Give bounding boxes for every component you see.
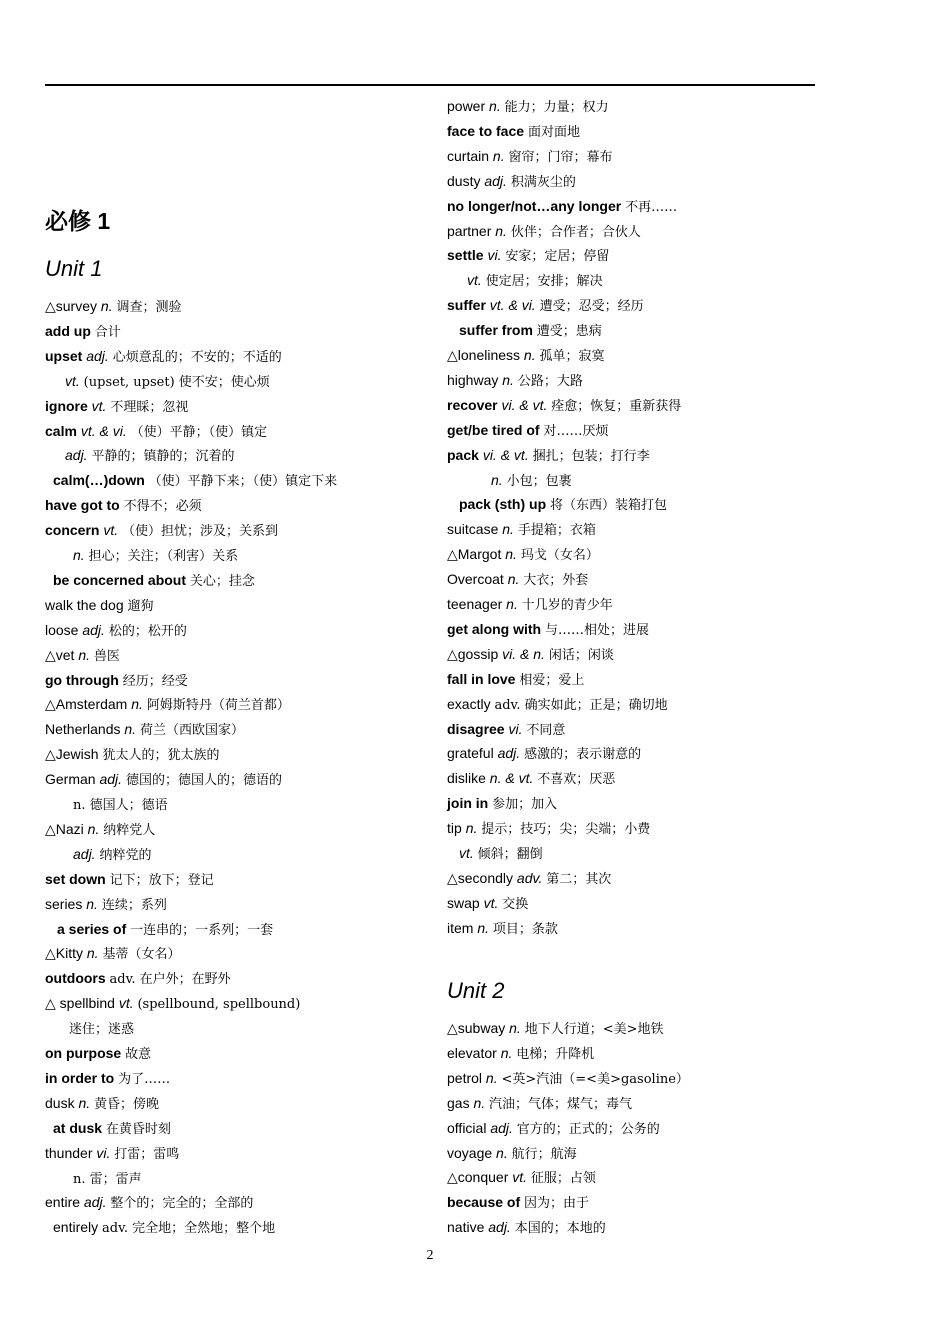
definition: 捆扎；包装；打行李 bbox=[532, 448, 650, 464]
part-of-speech: adj. bbox=[488, 1219, 511, 1236]
vocab-entry bbox=[73, 794, 168, 814]
vocab-word: △vet bbox=[45, 646, 75, 663]
vocab-entry bbox=[447, 1043, 594, 1063]
vocab-entry bbox=[45, 346, 282, 366]
vocab-word: calm bbox=[45, 422, 77, 439]
vocab-word: Overcoat bbox=[447, 571, 504, 588]
definition: 黄昏；傍晚 bbox=[94, 1096, 160, 1112]
definition: 闲话；闲谈 bbox=[548, 647, 614, 663]
definition: 项目；条款 bbox=[492, 921, 558, 937]
part-of-speech: vt. bbox=[512, 1169, 528, 1186]
part-of-speech: n. bbox=[465, 820, 478, 837]
vocab-entry bbox=[447, 918, 558, 938]
vocab-entry bbox=[447, 295, 644, 315]
vocab-entry bbox=[45, 769, 282, 789]
vocab-entry bbox=[459, 494, 667, 514]
definition: 荷兰（西欧国家） bbox=[139, 723, 244, 739]
vocab-entry bbox=[447, 1118, 660, 1138]
part-of-speech: n. bbox=[78, 1094, 91, 1111]
vocab-word: pack bbox=[447, 446, 479, 463]
vocab-entry bbox=[447, 1192, 589, 1212]
definition: （使）担忧；涉及；关系到 bbox=[122, 524, 279, 540]
vocab-entry bbox=[45, 670, 188, 690]
part-of-speech: vi. & vt. bbox=[501, 396, 548, 413]
vocab-word: curtain bbox=[447, 147, 490, 164]
vocab-word: △Margot bbox=[447, 546, 502, 563]
part-of-speech: n. bbox=[100, 298, 113, 314]
vocab-entry bbox=[73, 545, 238, 565]
vocab-entry bbox=[447, 818, 650, 838]
vocab-word: voyage bbox=[447, 1144, 493, 1161]
definition: adv. 在户外；在野外 bbox=[109, 972, 231, 988]
definition: 公路；大路 bbox=[517, 373, 583, 389]
definition: 连续；系列 bbox=[101, 897, 167, 913]
vocab-entry bbox=[447, 719, 565, 739]
vocab-entry bbox=[447, 1068, 689, 1088]
part-of-speech: adj. bbox=[73, 845, 96, 862]
definition: 能力；力量；权力 bbox=[504, 100, 609, 115]
definition: 航行；航海 bbox=[511, 1146, 577, 1162]
part-of-speech: adj. bbox=[490, 1119, 513, 1136]
vocab-entry bbox=[447, 893, 528, 913]
vocab-entry bbox=[65, 371, 270, 391]
part-of-speech: n. bbox=[523, 347, 536, 363]
definition: 故意 bbox=[125, 1047, 152, 1062]
part-of-speech: n. bbox=[86, 945, 99, 962]
vocab-entry bbox=[447, 96, 609, 116]
definition: （使）平静下来；（使）镇定下来 bbox=[148, 474, 338, 490]
vocab-word: settle bbox=[447, 247, 484, 264]
part-of-speech: n. bbox=[131, 696, 143, 713]
book-title: 必修 1 bbox=[45, 208, 111, 234]
vocab-word: get/be tired of bbox=[447, 421, 540, 438]
definition: 调查；测验 bbox=[116, 300, 182, 315]
definition: 经历；经受 bbox=[122, 673, 188, 689]
vocab-word: △ spellbind bbox=[45, 995, 115, 1012]
vocab-entry bbox=[57, 919, 273, 939]
part-of-speech: n. bbox=[491, 471, 503, 488]
vocab-entry bbox=[447, 121, 580, 141]
vocab-word: △Kitty bbox=[45, 945, 83, 962]
part-of-speech: adj. bbox=[82, 621, 105, 638]
vocab-word: join in bbox=[447, 795, 489, 812]
unit-heading: Unit 2 bbox=[447, 978, 505, 1003]
vocab-entry bbox=[447, 619, 649, 639]
definition: 汽油；气体；煤气；毒气 bbox=[489, 1096, 633, 1112]
vocab-entry bbox=[447, 221, 641, 241]
vocab-entry bbox=[447, 594, 613, 614]
vocab-word: grateful bbox=[447, 745, 494, 762]
definition: 松的；松开的 bbox=[108, 623, 187, 639]
vocab-word: thunder bbox=[45, 1144, 93, 1161]
vocab-word: partner bbox=[447, 222, 492, 239]
definition: 窗帘；门帘；幕布 bbox=[508, 149, 613, 165]
definition: 遭受；患病 bbox=[536, 324, 602, 340]
vocab-word: entire bbox=[45, 1194, 81, 1211]
vocab-entry bbox=[447, 519, 596, 539]
definition: 德国的；德国人的；德语的 bbox=[125, 773, 282, 789]
definition: 遭受；忍受；经历 bbox=[539, 299, 644, 315]
vocab-entry bbox=[447, 1217, 606, 1237]
part-of-speech: n. bbox=[500, 1044, 513, 1061]
definition: 十几岁的青少年 bbox=[521, 598, 613, 613]
part-of-speech: vi. bbox=[508, 720, 523, 737]
part-of-speech: vt. & vi. bbox=[80, 422, 127, 439]
vocab-entry bbox=[45, 943, 180, 963]
vocab-word: petrol bbox=[447, 1069, 483, 1086]
vocab-word: upset bbox=[45, 347, 83, 364]
definition: 孤单；寂寞 bbox=[539, 349, 605, 364]
vocab-word: a series of bbox=[57, 920, 127, 937]
vocab-entry bbox=[45, 1093, 159, 1113]
vocab-entry bbox=[447, 1143, 577, 1163]
vocab-word: △loneliness bbox=[447, 347, 521, 363]
definition: 遛狗 bbox=[127, 598, 154, 614]
definition: （使）平静；（使）镇定 bbox=[130, 424, 268, 440]
vocab-entry bbox=[447, 868, 611, 888]
part-of-speech: vt. & vi. bbox=[489, 297, 536, 314]
definition: 电梯；升降机 bbox=[516, 1046, 595, 1062]
vocab-entry bbox=[447, 370, 583, 390]
vocab-word: △Nazi bbox=[45, 820, 84, 837]
part-of-speech: adj. bbox=[99, 771, 123, 788]
definition: 不理睬；忽视 bbox=[110, 399, 189, 415]
vocab-entry bbox=[45, 620, 187, 640]
definition: 心烦意乱的；不安的；不适的 bbox=[112, 349, 282, 365]
vocab-entry bbox=[45, 296, 182, 316]
vocab-entry bbox=[447, 345, 605, 365]
vocab-word: △conquer bbox=[447, 1169, 509, 1186]
vocab-entry bbox=[45, 1192, 253, 1212]
vocab-entry bbox=[447, 146, 613, 166]
vocab-entry bbox=[447, 569, 588, 589]
vocab-entry bbox=[447, 743, 641, 763]
definition: 整个的；完全的；全部的 bbox=[110, 1196, 254, 1212]
definition: 使定居；安排；解决 bbox=[485, 274, 603, 290]
definition: 将（东西）装箱打包 bbox=[550, 498, 668, 514]
definition: 为了…… bbox=[118, 1071, 171, 1087]
vocab-word: teenager bbox=[447, 596, 503, 612]
vocab-word: △Jewish bbox=[45, 746, 99, 763]
part-of-speech: vt. bbox=[91, 397, 107, 414]
vocab-word: because of bbox=[447, 1194, 521, 1211]
vocab-word: calm(…)down bbox=[53, 472, 145, 489]
page-number: 2 bbox=[426, 1248, 434, 1263]
definition: 官方的；正式的；公务的 bbox=[516, 1121, 660, 1137]
vocab-word: fall in love bbox=[447, 670, 516, 687]
vocab-word: walk the dog bbox=[45, 596, 124, 613]
definition: <英>汽油（=<美>gasoline） bbox=[501, 1071, 689, 1087]
vocab-word: dislike bbox=[447, 770, 486, 787]
header-rule bbox=[45, 84, 815, 86]
unit-heading: Unit 1 bbox=[45, 256, 103, 281]
vocab-word: add up bbox=[45, 322, 91, 339]
vocab-entry bbox=[45, 520, 278, 540]
definition: (spellbound, spellbound) bbox=[137, 997, 301, 1013]
vocab-word: △gossip bbox=[447, 645, 499, 662]
definition: 痊愈；恢复；重新获得 bbox=[551, 398, 682, 414]
vocab-word: get along with bbox=[447, 620, 542, 637]
definition: 兽医 bbox=[93, 648, 120, 664]
vocab-word: recover bbox=[447, 396, 498, 413]
vocab-entry bbox=[447, 245, 609, 265]
vocab-entry bbox=[45, 421, 267, 441]
part-of-speech: adj. bbox=[65, 447, 88, 464]
definition: 大衣；外套 bbox=[523, 573, 589, 589]
vocab-word: item bbox=[447, 919, 474, 936]
vocab-word: △subway bbox=[447, 1020, 506, 1036]
vocab-word: △secondly bbox=[447, 869, 514, 886]
definition: 基蒂（女名） bbox=[102, 947, 181, 963]
vocab-entry bbox=[447, 420, 608, 440]
definition: 感激的；表示谢意的 bbox=[524, 747, 642, 763]
vocab-entry bbox=[447, 544, 599, 564]
vocab-entry bbox=[447, 694, 668, 714]
definition: 提示；技巧；尖；尖端；小费 bbox=[481, 822, 651, 838]
definition: 对……厌烦 bbox=[543, 423, 609, 439]
definition: adv. 确实如此；正是；确切地 bbox=[494, 697, 668, 713]
part-of-speech: vt. bbox=[118, 995, 134, 1012]
part-of-speech: adj. bbox=[497, 745, 521, 762]
vocab-entry bbox=[45, 321, 121, 341]
definition: 纳粹党人 bbox=[103, 822, 156, 838]
definition: n. 德国人；德语 bbox=[73, 798, 168, 813]
definition: 与……相处；进展 bbox=[545, 622, 650, 638]
definition: 第二；其次 bbox=[546, 871, 612, 887]
vocab-word: △survey bbox=[45, 298, 98, 314]
vocab-word: native bbox=[447, 1219, 485, 1236]
vocab-word: be concerned about bbox=[53, 571, 187, 588]
definition: (upset, upset) 使不安；使心烦 bbox=[83, 374, 270, 390]
part-of-speech: vt. bbox=[483, 894, 499, 911]
part-of-speech: n. bbox=[473, 1094, 486, 1111]
vocab-word: set down bbox=[45, 870, 106, 887]
part-of-speech: n. bbox=[78, 646, 91, 663]
part-of-speech: vt. bbox=[103, 522, 119, 539]
vocab-entry bbox=[447, 793, 557, 813]
part-of-speech: n. bbox=[489, 98, 501, 114]
definition: 合计 bbox=[94, 324, 121, 340]
vocab-word: go through bbox=[45, 671, 119, 688]
part-of-speech: n. bbox=[485, 1069, 498, 1086]
vocab-word: German bbox=[45, 771, 96, 788]
definition: 交换 bbox=[502, 896, 529, 912]
vocab-entry bbox=[467, 270, 603, 290]
vocab-word: dusty bbox=[447, 172, 481, 189]
vocab-entry bbox=[45, 1068, 170, 1088]
definition: 参加；加入 bbox=[492, 797, 558, 813]
vocab-word: face to face bbox=[447, 122, 525, 139]
vocab-word: ignore bbox=[45, 397, 88, 414]
vocab-word: power bbox=[447, 98, 486, 114]
vocab-word: exactly bbox=[447, 695, 491, 712]
definition: 地下人行道；<美>地铁 bbox=[524, 1022, 664, 1037]
part-of-speech: vt. bbox=[65, 372, 80, 389]
part-of-speech: n. bbox=[86, 895, 98, 912]
vocab-entry bbox=[45, 894, 167, 914]
definition: 面对面地 bbox=[527, 124, 580, 140]
vocab-entry bbox=[45, 396, 188, 416]
definition: 纳粹党的 bbox=[99, 847, 152, 863]
vocab-word: elevator bbox=[447, 1044, 497, 1061]
part-of-speech: n. bbox=[87, 820, 100, 837]
definition: 迷住；迷惑 bbox=[69, 1022, 135, 1038]
vocab-entry bbox=[45, 495, 202, 515]
part-of-speech: n. bbox=[509, 1020, 521, 1036]
part-of-speech: n. bbox=[502, 371, 514, 388]
part-of-speech: n. bbox=[495, 222, 507, 239]
vocab-word: suffer from bbox=[459, 322, 533, 339]
definition: 相爱；爱上 bbox=[519, 672, 585, 688]
vocab-word: on purpose bbox=[45, 1045, 122, 1061]
vocab-entry bbox=[447, 171, 576, 191]
vocab-entry bbox=[459, 843, 543, 863]
vocab-entry bbox=[53, 1118, 171, 1138]
vocab-word: series bbox=[45, 895, 83, 912]
part-of-speech: n. bbox=[73, 547, 85, 563]
vocab-entry bbox=[45, 869, 214, 889]
vocab-entry bbox=[45, 819, 155, 839]
part-of-speech: n. bbox=[496, 1144, 508, 1161]
definition: 安家；定居；停留 bbox=[505, 249, 610, 265]
vocab-entry bbox=[459, 320, 602, 340]
part-of-speech: adj. bbox=[86, 347, 109, 364]
definition: 关心；挂念 bbox=[189, 573, 255, 589]
vocab-word: △Amsterdam bbox=[45, 696, 128, 713]
vocab-entry bbox=[53, 470, 337, 490]
definition: 不喜欢；厌恶 bbox=[537, 772, 616, 788]
vocab-entry bbox=[447, 445, 650, 465]
vocab-entry bbox=[447, 395, 681, 415]
definition: n. 雷；雷声 bbox=[73, 1171, 142, 1187]
definition: 平静的；镇静的；沉着的 bbox=[91, 449, 235, 465]
vocab-word: suitcase bbox=[447, 521, 499, 538]
vocab-word: highway bbox=[447, 371, 499, 388]
vocab-word: loose bbox=[45, 621, 79, 638]
vocab-word: entirely bbox=[53, 1219, 99, 1236]
part-of-speech: vt. bbox=[467, 272, 482, 289]
part-of-speech: adj. bbox=[83, 1194, 107, 1211]
vocab-entry bbox=[53, 570, 255, 590]
vocab-entry bbox=[45, 719, 244, 739]
vocab-entry bbox=[45, 968, 231, 988]
part-of-speech: n. bbox=[502, 521, 514, 538]
vocab-word: at dusk bbox=[53, 1119, 103, 1136]
part-of-speech: n. bbox=[477, 919, 490, 936]
vocab-word: disagree bbox=[447, 720, 505, 737]
vocab-word: pack (sth) up bbox=[459, 496, 547, 513]
vocab-word: Netherlands bbox=[45, 721, 121, 738]
vocab-entry bbox=[447, 1093, 632, 1113]
vocab-entry bbox=[53, 1217, 275, 1237]
vocab-entry bbox=[491, 470, 572, 490]
vocab-word: dusk bbox=[45, 1094, 75, 1111]
vocab-word: in order to bbox=[45, 1069, 115, 1086]
vocab-entry bbox=[45, 744, 219, 764]
definition: 伙伴；合作者；合伙人 bbox=[510, 224, 641, 240]
definition: 打雷；雷鸣 bbox=[114, 1146, 180, 1162]
part-of-speech: adv. bbox=[516, 869, 543, 886]
definition: 积满灰尘的 bbox=[510, 174, 576, 190]
vocab-entry bbox=[45, 694, 290, 714]
definition: adv. 完全地；全然地；整个地 bbox=[102, 1221, 276, 1237]
part-of-speech: adj. bbox=[484, 172, 507, 189]
part-of-speech: n. bbox=[505, 546, 517, 563]
part-of-speech: n. bbox=[506, 596, 518, 612]
vocab-entry bbox=[447, 1018, 664, 1038]
definition: 犹太人的；犹太族的 bbox=[102, 748, 220, 764]
definition: 在黄昏时刻 bbox=[105, 1121, 171, 1137]
vocab-word: official bbox=[447, 1119, 487, 1136]
part-of-speech: vi. & vt. bbox=[482, 446, 529, 463]
definition: 因为；由于 bbox=[524, 1196, 590, 1212]
vocab-word: tip bbox=[447, 820, 462, 837]
definition: 征服；占领 bbox=[530, 1171, 596, 1187]
part-of-speech: n. & vt. bbox=[489, 770, 534, 787]
part-of-speech: vi. bbox=[96, 1144, 111, 1161]
part-of-speech: n. bbox=[492, 147, 505, 164]
vocab-entry bbox=[447, 669, 584, 689]
vocab-word: swap bbox=[447, 894, 480, 911]
vocab-word: outdoors bbox=[45, 970, 106, 987]
vocab-entry bbox=[45, 595, 154, 615]
vocab-entry bbox=[447, 1167, 596, 1187]
definition: 一连串的；一系列；一套 bbox=[130, 922, 274, 938]
definition: 小包；包裹 bbox=[506, 473, 572, 489]
vocab-entry bbox=[73, 1168, 142, 1188]
vocab-entry bbox=[447, 644, 614, 664]
definition: 不得不；必须 bbox=[123, 499, 202, 515]
vocab-entry bbox=[447, 196, 677, 216]
part-of-speech: n. bbox=[507, 571, 520, 588]
vocab-entry bbox=[45, 645, 120, 665]
vocab-entry bbox=[65, 445, 234, 465]
vocab-word: concern bbox=[45, 522, 100, 539]
definition: 阿姆斯特丹（荷兰首都） bbox=[146, 698, 290, 714]
vocab-word: no longer/not…any longer bbox=[447, 197, 622, 214]
definition: 不同意 bbox=[526, 722, 566, 738]
part-of-speech: n. bbox=[124, 721, 137, 738]
definition: 不再…… bbox=[625, 199, 678, 215]
part-of-speech: vi. bbox=[487, 247, 502, 264]
vocab-entry bbox=[69, 1018, 134, 1038]
part-of-speech: vi. & n. bbox=[502, 645, 545, 662]
definition: 担心；关注；（利害）关系 bbox=[88, 549, 239, 564]
vocab-entry bbox=[447, 768, 615, 788]
definition: 玛戈（女名） bbox=[520, 548, 599, 564]
definition: 倾斜；翻倒 bbox=[477, 847, 543, 862]
vocab-entry bbox=[45, 1043, 151, 1063]
definition: 手提箱；衣箱 bbox=[517, 523, 596, 539]
vocab-word: have got to bbox=[45, 497, 120, 514]
vocab-entry bbox=[73, 844, 151, 864]
part-of-speech: vt. bbox=[459, 845, 474, 861]
vocab-entry bbox=[45, 993, 300, 1013]
definition: 本国的；本地的 bbox=[514, 1221, 606, 1237]
vocab-word: gas bbox=[447, 1094, 470, 1111]
vocab-entry bbox=[45, 1143, 179, 1163]
vocab-word: suffer bbox=[447, 297, 486, 314]
definition: 记下；放下；登记 bbox=[109, 872, 214, 888]
